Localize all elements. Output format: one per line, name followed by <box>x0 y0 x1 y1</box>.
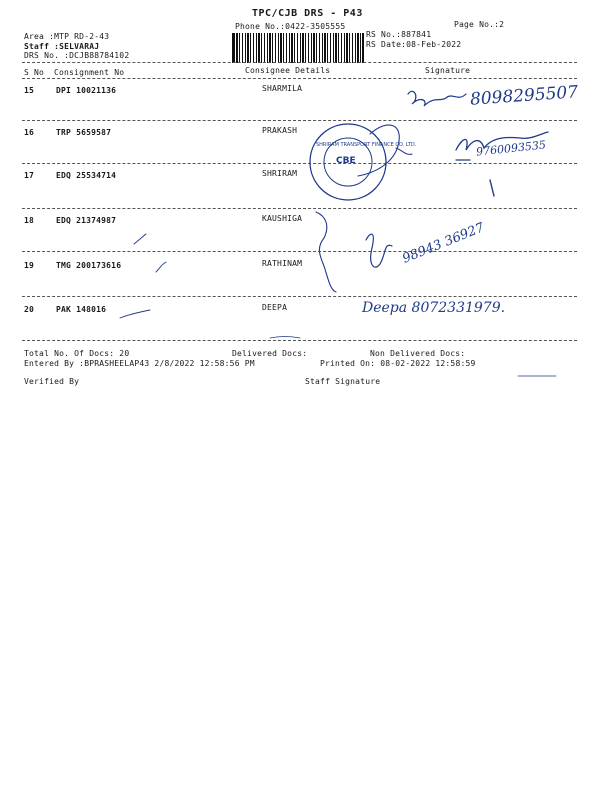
row-consignee: KAUSHIGA <box>262 214 303 223</box>
non-delivered-docs: Non Delivered Docs: <box>370 349 466 358</box>
row-consignment: TRP 5659587 <box>56 128 112 137</box>
staff-label: Staff :SELVARAJ <box>24 42 100 51</box>
drs-number: DRS No. :DCJB88784102 <box>24 51 130 60</box>
col-consignee: Consignee Details <box>245 66 331 75</box>
verified-by: Verified By <box>24 377 80 386</box>
row-consignee: SHARMILA <box>262 84 303 93</box>
rs-number: RS No.:887841 <box>366 30 432 39</box>
handwritten-phone: 98943 36927 <box>400 220 487 267</box>
row-consignee: RATHINAM <box>262 259 303 268</box>
row-consignment: TMG 200173616 <box>56 261 122 270</box>
signature-row-19 <box>366 234 392 267</box>
stamp-ring-text: SHRIRAM TRANSPORT FINANCE CO. LTD. <box>316 142 417 148</box>
col-sno: S No <box>24 68 45 77</box>
document-title: TPC/CJB DRS - P43 <box>252 8 363 19</box>
row-consignment: DPI 10021136 <box>56 86 117 95</box>
entered-by: Entered By :BPRASHEELAP43 2/8/2022 12:58:56 PM <box>24 359 255 368</box>
row-consignment: EDQ 25534714 <box>56 171 117 180</box>
delivered-docs: Delivered Docs: <box>232 349 308 358</box>
row-sno: 17 <box>24 171 35 180</box>
area-label: Area :MTP RD-2-43 <box>24 32 110 41</box>
row-consignment: EDQ 21374987 <box>56 216 117 225</box>
handwritten-phone: 9760093535 <box>475 138 547 159</box>
handwritten-phone: 8098295507 <box>469 82 579 110</box>
row-sno: 16 <box>24 128 35 137</box>
row-consignee: DEEPA <box>262 303 288 312</box>
page-number: Page No.:2 <box>454 20 505 29</box>
signature-row-15 <box>408 91 466 106</box>
total-docs: Total No. Of Docs: 20 <box>24 349 130 358</box>
row-sno: 19 <box>24 261 35 270</box>
staff-signature: Staff Signature <box>305 377 381 386</box>
col-consignment: Consignment No <box>54 68 125 77</box>
printed-on: Printed On: 08-02-2022 12:58:59 <box>320 359 476 368</box>
rs-date: RS Date:08-Feb-2022 <box>366 40 462 49</box>
phone-number: Phone No.:0422-3505555 <box>235 22 346 31</box>
row-consignee: SHRIRAM <box>262 169 298 178</box>
signature-row-16 <box>456 132 548 160</box>
handwritten-name-phone: Deepa 8072331979. <box>362 300 506 316</box>
row-consignee: PRAKASH <box>262 126 298 135</box>
col-signature: Signature <box>425 66 471 75</box>
row-sno: 18 <box>24 216 35 225</box>
row-consignment: PAK 148016 <box>56 305 107 314</box>
row-sno: 15 <box>24 86 35 95</box>
stamp-center-text: CBE <box>336 156 356 166</box>
row-sno: 20 <box>24 305 35 314</box>
